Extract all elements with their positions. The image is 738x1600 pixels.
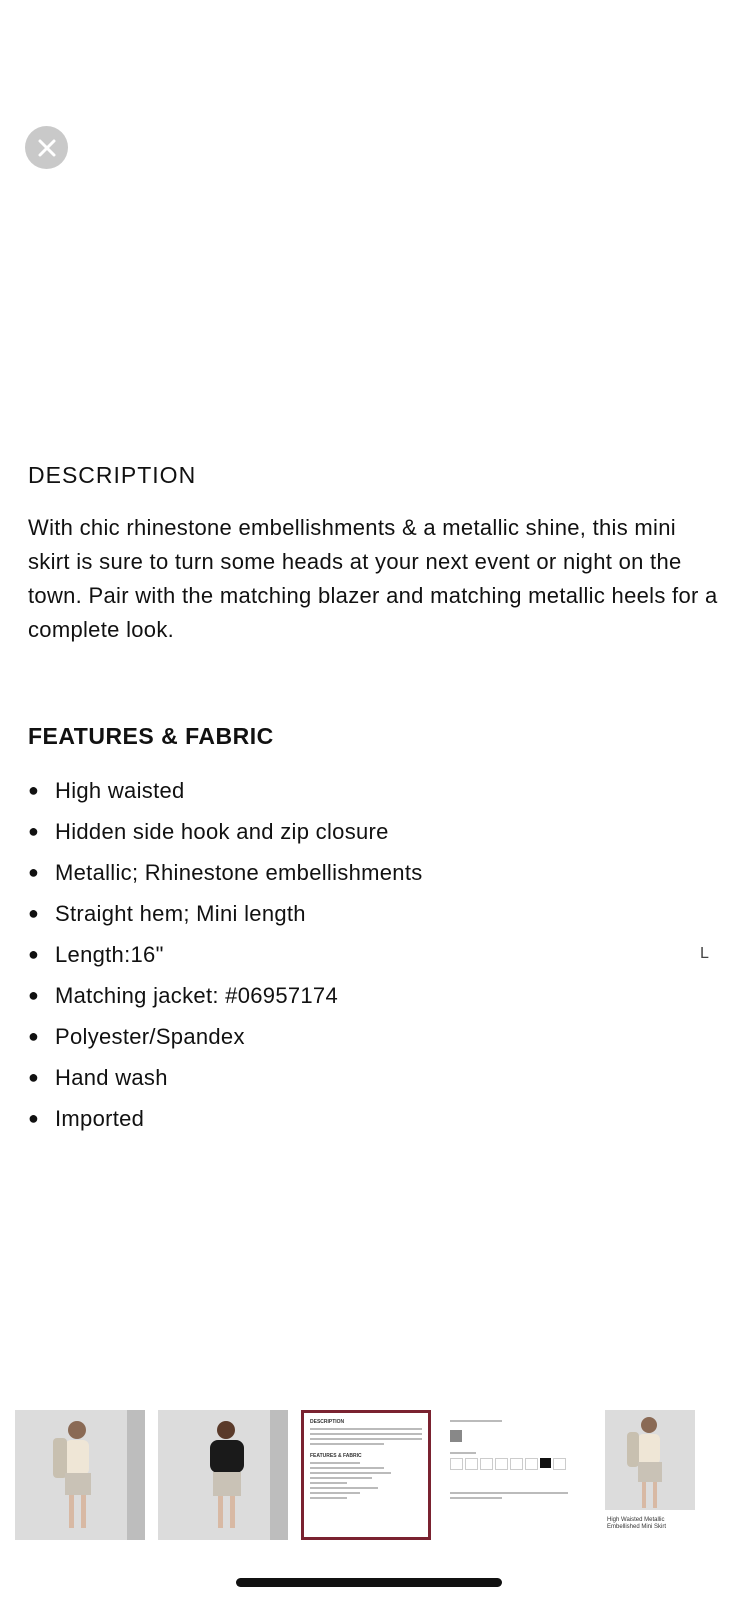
thumbnail-model-blazer[interactable] [15, 1410, 145, 1540]
list-item: ● Metallic; Rhinestone embellishments [28, 852, 718, 893]
list-item: ● Matching jacket: #06957174 [28, 975, 718, 1016]
description-text: With chic rhinestone embellishments & a metallic shine, this mini skirt is sure to turn some heads at your next event or night on the town. Pair with the matching blazer and matching metallic heels for a complete look. [28, 515, 718, 642]
bullet-icon: ● [28, 1026, 40, 1046]
close-icon [37, 138, 57, 158]
list-item: ● Straight hem; Mini length [28, 893, 718, 934]
thumbnail-description[interactable]: DESCRIPTION FEATURES & FABRIC [301, 1410, 431, 1540]
bullet-icon: ● [28, 862, 40, 882]
home-indicator[interactable] [236, 1578, 502, 1587]
features-list [28, 770, 718, 1139]
thumbnail-size-selector[interactable] [444, 1410, 574, 1540]
bullet-icon: ● [28, 821, 40, 841]
bullet-icon: ● [28, 780, 40, 800]
list-item: ● Length:16" [28, 934, 718, 975]
thumbnail-strip[interactable] [0, 1410, 738, 1542]
list-item: ● High waisted [28, 770, 718, 811]
close-button[interactable] [25, 126, 68, 169]
thumbnail-product[interactable] [587, 1410, 717, 1540]
product-details [28, 462, 718, 1139]
bullet-icon: ● [28, 985, 40, 1005]
features-title: FEATURES & FABRIC [28, 723, 274, 749]
model-photo-icon [158, 1410, 288, 1540]
model-photo-icon [15, 1410, 145, 1540]
bullet-icon: ● [28, 944, 40, 964]
bullet-icon: ● [28, 903, 40, 923]
bullet-icon: ● [28, 1108, 40, 1128]
offscreen-panel-edge: L [700, 945, 709, 962]
list-item: ● Imported [28, 1098, 718, 1139]
model-photo-icon [587, 1410, 717, 1510]
list-item: ● Polyester/Spandex [28, 1016, 718, 1057]
list-item: ● Hidden side hook and zip closure [28, 811, 718, 852]
list-item: ● Hand wash [28, 1057, 718, 1098]
thumbnail-caption: High Waisted Metallic Embellished Mini Skirt [607, 1517, 667, 1530]
bullet-icon: ● [28, 1067, 40, 1087]
thumbnail-model-black-top[interactable] [158, 1410, 288, 1540]
description-title: DESCRIPTION [28, 462, 197, 488]
